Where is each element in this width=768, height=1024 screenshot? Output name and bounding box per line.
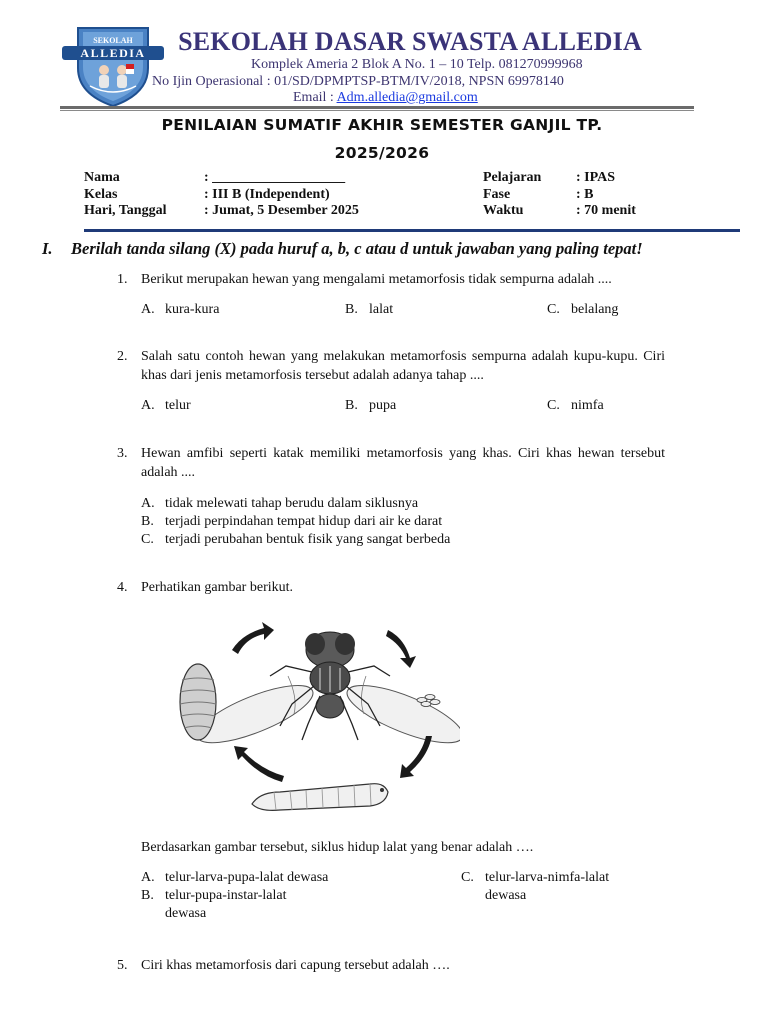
info-label-fase: Fase (483, 186, 511, 202)
option-letter: B. (345, 398, 358, 413)
option-text: kura-kura (165, 302, 220, 317)
question-4-followup (117, 838, 665, 857)
section-instruction-text: Berilah tanda silang (X) pada huruf a, b, c atau d untuk jawaban yang paling tepat! (71, 239, 643, 258)
info-label-tanggal: Hari, Tanggal (84, 203, 167, 218)
email-label: Email : (293, 90, 337, 105)
header-divider (60, 106, 694, 109)
email-link[interactable]: Adm.alledia@gmail.com (336, 90, 478, 105)
info-label-waktu: Waktu (483, 203, 524, 218)
question-number: 2. (117, 349, 128, 364)
option-text: telur-pupa-instar-lalat dewasa (165, 888, 287, 921)
option-letter: A. (141, 398, 155, 413)
info-left-labels (84, 170, 166, 220)
info-value-kelas: : III B (Independent) (204, 186, 330, 202)
option-text: terjadi perubahan bentuk fisik yang sangat berbeda (165, 532, 451, 547)
info-label-nama: Nama (84, 170, 120, 185)
question-number: 4. (117, 580, 128, 595)
option-text: telur (165, 398, 191, 413)
section-numeral: I. (42, 239, 53, 258)
info-value-tanggal: : Jumat, 5 Desember 2025 (204, 203, 359, 218)
q4-option-c[interactable] (461, 869, 651, 905)
info-value-nama[interactable]: : ___________________ (204, 170, 346, 185)
exam-title-line2: 2025/2026 (334, 144, 430, 162)
svg-text:SEKOLAH: SEKOLAH (93, 36, 133, 45)
school-address: Komplek Ameria 2 Blok A No. 1 – 10 Telp. 081270999968 (251, 57, 583, 72)
option-text: lalat (369, 302, 394, 317)
option-letter: C. (141, 532, 154, 547)
larva-image (252, 784, 388, 811)
option-letter: C. (461, 870, 474, 885)
option-letter: B. (141, 888, 154, 903)
info-value-pelajaran: : IPAS (576, 170, 616, 185)
svg-text:ALLEDIA: ALLEDIA (80, 46, 146, 60)
option-text: belalang (571, 302, 619, 317)
q1-option-c[interactable] (547, 301, 618, 319)
question-number: 1. (117, 272, 128, 287)
question-text: Ciri khas metamorfosis dari capung tersebut adalah …. (141, 958, 450, 973)
school-name: SEKOLAH DASAR SWASTA ALLEDIA (178, 27, 642, 56)
question-2 (117, 347, 665, 385)
option-letter: C. (547, 398, 560, 413)
question-5 (117, 956, 665, 975)
info-value-waktu: : 70 menit (576, 203, 636, 218)
q4-option-b[interactable] (141, 887, 331, 923)
q2-option-a[interactable] (141, 397, 191, 415)
option-text: pupa (369, 398, 397, 413)
option-text: terjadi perpindahan tempat hidup dari air ke darat (165, 514, 443, 529)
question-text: Salah satu contoh hewan yang melakukan metamorfosis sempurna adalah kupu-kupu. Ciri khas dari jenis metamorfosis tersebut adalah adanya tahap .... (141, 349, 665, 383)
option-text: telur-larva-pupa-lalat dewasa (165, 870, 329, 885)
pupa-image (180, 664, 216, 740)
question-text: Berikut merupakan hewan yang mengalami metamorfosis tidak sempurna adalah .... (141, 272, 612, 287)
question-number: 3. (117, 446, 128, 461)
adult-fly-image (191, 632, 460, 754)
fly-life-cycle-figure (170, 606, 460, 820)
info-divider (84, 229, 740, 232)
q3-option-c[interactable] (141, 531, 450, 549)
school-logo (60, 22, 166, 108)
question-4 (117, 578, 665, 597)
q3-option-a[interactable] (141, 495, 418, 513)
option-letter: A. (141, 302, 155, 317)
exam-title (120, 111, 644, 167)
question-followup-text: Berdasarkan gambar tersebut, siklus hidup lalat yang benar adalah …. (141, 840, 534, 855)
school-permit: No Ijin Operasional : 01/SD/DPMPTSP-BTM/IV/2018, NPSN 69978140 (152, 74, 564, 89)
q1-option-b[interactable] (345, 301, 393, 319)
option-letter: C. (547, 302, 560, 317)
option-letter: B. (141, 514, 154, 529)
school-email (293, 90, 478, 106)
info-value-fase: : B (576, 186, 594, 202)
option-text: tidak melewati tahap berudu dalam siklusnya (165, 496, 419, 511)
q3-option-b[interactable] (141, 513, 442, 531)
option-letter: B. (345, 302, 358, 317)
question-text: Perhatikan gambar berikut. (141, 580, 294, 595)
info-label-pelajaran: Pelajaran (483, 170, 542, 185)
q2-option-c[interactable] (547, 397, 604, 415)
question-text: Hewan amfibi seperti katak memiliki metamorfosis yang khas. Ciri khas hewan tersebut adalah .... (141, 446, 665, 480)
info-left-values (204, 170, 359, 220)
q2-option-b[interactable] (345, 397, 396, 415)
question-number: 5. (117, 958, 128, 973)
option-letter: A. (141, 870, 155, 885)
question-1 (117, 270, 665, 289)
info-label-kelas: Kelas (84, 186, 118, 202)
info-right-labels (483, 170, 541, 220)
q1-option-a[interactable] (141, 301, 219, 319)
section-instruction (42, 239, 643, 259)
exam-title-line1: PENILAIAN SUMATIF AKHIR SEMESTER GANJIL TP. (161, 116, 603, 134)
question-3 (117, 444, 665, 482)
info-right-values (576, 170, 636, 220)
option-text: nimfa (571, 398, 604, 413)
option-letter: A. (141, 496, 155, 511)
q4-option-a[interactable] (141, 869, 328, 887)
option-text: telur-larva-nimfa-lalat dewasa (485, 870, 610, 903)
